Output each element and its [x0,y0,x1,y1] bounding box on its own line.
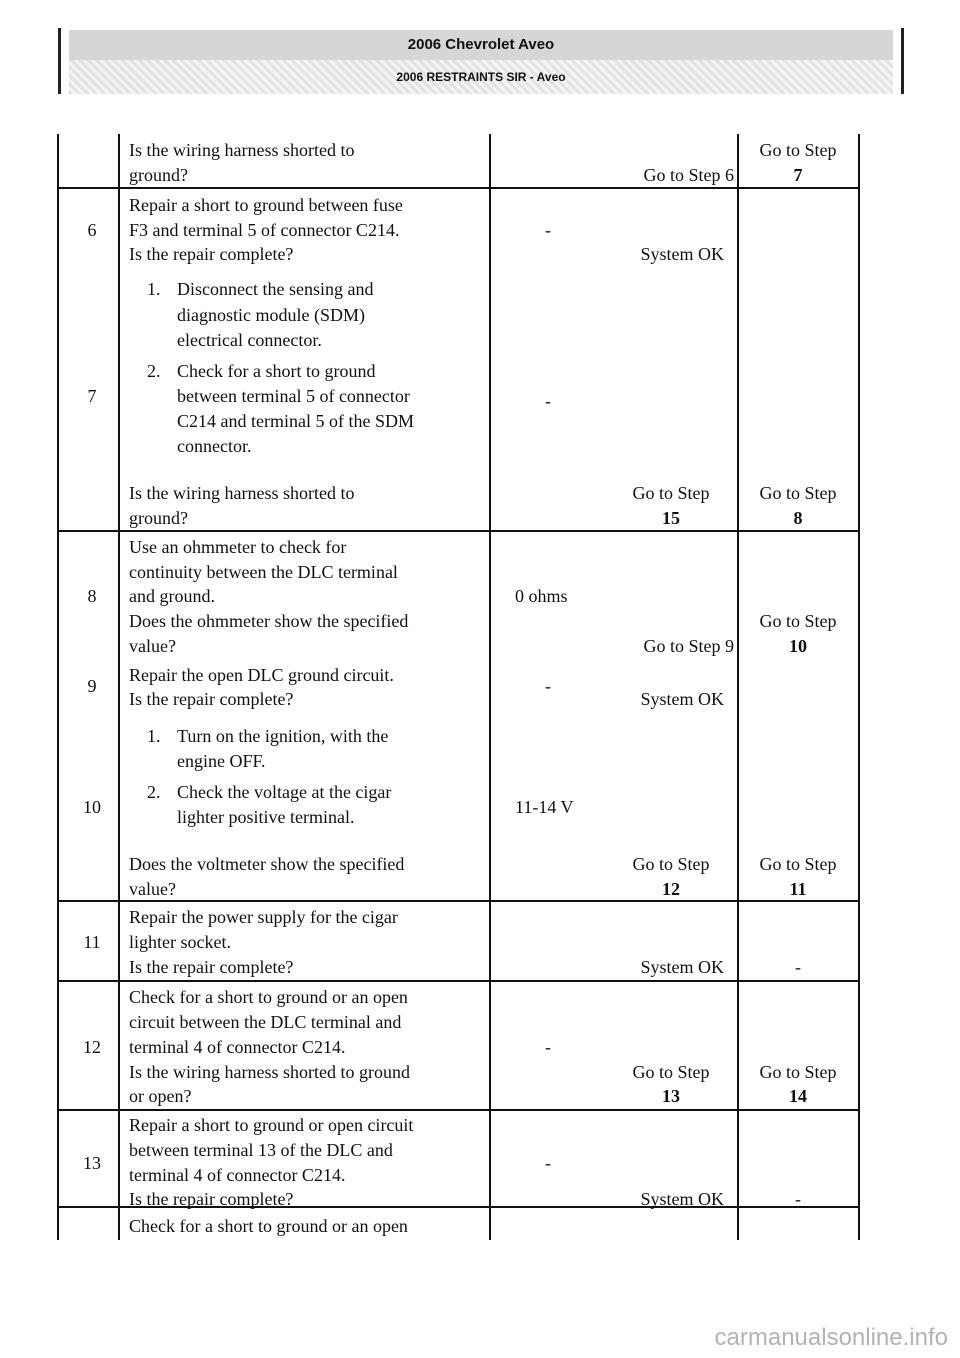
yes-action: System OK [640,244,724,264]
instruction-text: electrical connector. [177,330,322,350]
question-text: Check for a short to ground or an open [129,1216,408,1236]
question-text: Is the wiring harness shorted to [129,140,355,160]
question-text: value? [129,879,176,899]
question-text: value? [129,636,176,656]
question-text: Repair a short to ground or open circuit [129,1115,414,1135]
question-text: terminal 4 of connector C214. [129,1165,346,1185]
yes-action: System OK [640,1189,724,1209]
instruction-text: lighter positive terminal. [177,807,355,827]
value-text: - [545,1153,551,1173]
no-action: Go to Step [759,483,837,503]
col-border [489,134,491,1240]
yes-action: Go to Step 6 [643,165,734,185]
instruction-text: between terminal 5 of connector [177,386,410,406]
yes-action-step: 13 [662,1086,680,1106]
vehicle-title: 2006 Chevrolet Aveo [69,30,893,60]
no-action: - [795,957,801,977]
question-text: ground? [129,508,188,528]
value-text: - [545,1037,551,1057]
col-border [57,134,59,1240]
question-text: Is the wiring harness shorted to ground [129,1062,410,1082]
instruction-text: connector. [177,436,252,456]
question-text: Is the repair complete? [129,689,294,709]
yes-action: Go to Step [632,1062,710,1082]
question-text: Is the repair complete? [129,1189,294,1209]
instruction-number: 1. [147,726,161,746]
instruction-text: Check for a short to ground [177,361,376,381]
instruction-text: engine OFF. [177,751,266,771]
step-number: 6 [87,220,97,240]
instruction-number: 1. [147,279,161,299]
question-text: circuit between the DLC terminal and [129,1012,402,1032]
value-text: 0 ohms [515,586,568,606]
no-action-step: 11 [789,879,807,899]
question-text: Repair the power supply for the cigar [129,907,398,927]
value-text: - [545,391,551,411]
section-title: 2006 RESTRAINTS SIR - Aveo [69,60,893,94]
col-border [118,134,120,1240]
row-border [57,187,860,189]
question-text: F3 and terminal 5 of connector C214. [129,220,400,240]
yes-action-step: 12 [662,879,680,899]
question-text: or open? [129,1086,192,1106]
question-text: Does the ohmmeter show the specified [129,611,409,631]
question-text: terminal 4 of connector C214. [129,1037,346,1057]
yes-action: Go to Step 9 [643,636,734,656]
yes-action: Go to Step [632,483,710,503]
step-number: 11 [83,932,101,952]
row-border [57,1109,860,1111]
step-number: 13 [83,1153,101,1173]
step-number: 7 [87,386,97,406]
instruction-text: Check the voltage at the cigar [177,782,392,802]
step-number: 12 [83,1037,101,1057]
step-number: 10 [83,797,101,817]
instruction-text: diagnostic module (SDM) [177,305,365,325]
no-action-step: 10 [789,636,807,656]
no-action: Go to Step [759,1062,837,1082]
no-action-step: 8 [793,508,803,528]
no-action: Go to Step [759,140,837,160]
no-action: Go to Step [759,611,837,631]
question-text: Is the wiring harness shorted to [129,483,355,503]
question-text: ground? [129,165,188,185]
no-action: - [795,1189,801,1209]
question-text: Is the repair complete? [129,244,294,264]
no-action-step: 7 [793,165,803,185]
document-header [58,28,904,94]
instruction-text: Turn on the ignition, with the [177,726,389,746]
question-text: Is the repair complete? [129,957,294,977]
no-action: Go to Step [759,854,837,874]
question-text: Repair the open DLC ground circuit. [129,665,394,685]
question-text: between terminal 13 of the DLC and [129,1140,393,1160]
row-border [57,980,860,982]
instruction-text: C214 and terminal 5 of the SDM [177,411,414,431]
no-action-step: 14 [789,1086,807,1106]
instruction-number: 2. [147,782,161,802]
question-text: lighter socket. [129,932,231,952]
question-text: Does the voltmeter show the specified [129,854,405,874]
watermark: carmanualsonline.info [714,1324,948,1351]
question-text: continuity between the DLC terminal [129,562,398,582]
yes-action-step: 15 [662,508,680,528]
value-text: 11-14 V [515,797,574,817]
question-text: Check for a short to ground or an open [129,987,408,1007]
yes-action: System OK [640,689,724,709]
question-text: Use an ohmmeter to check for [129,537,347,557]
question-text: Repair a short to ground between fuse [129,195,403,215]
yes-action: System OK [640,957,724,977]
instruction-number: 2. [147,361,161,381]
value-text: - [545,220,551,240]
col-border [858,134,860,1240]
value-text: - [545,676,551,696]
step-number: 8 [87,586,97,606]
step-number: 9 [87,676,97,696]
yes-action: Go to Step [632,854,710,874]
row-border [57,530,860,532]
diagnostic-table [57,134,860,1240]
question-text: and ground. [129,586,215,606]
instruction-text: Disconnect the sensing and [177,279,374,299]
